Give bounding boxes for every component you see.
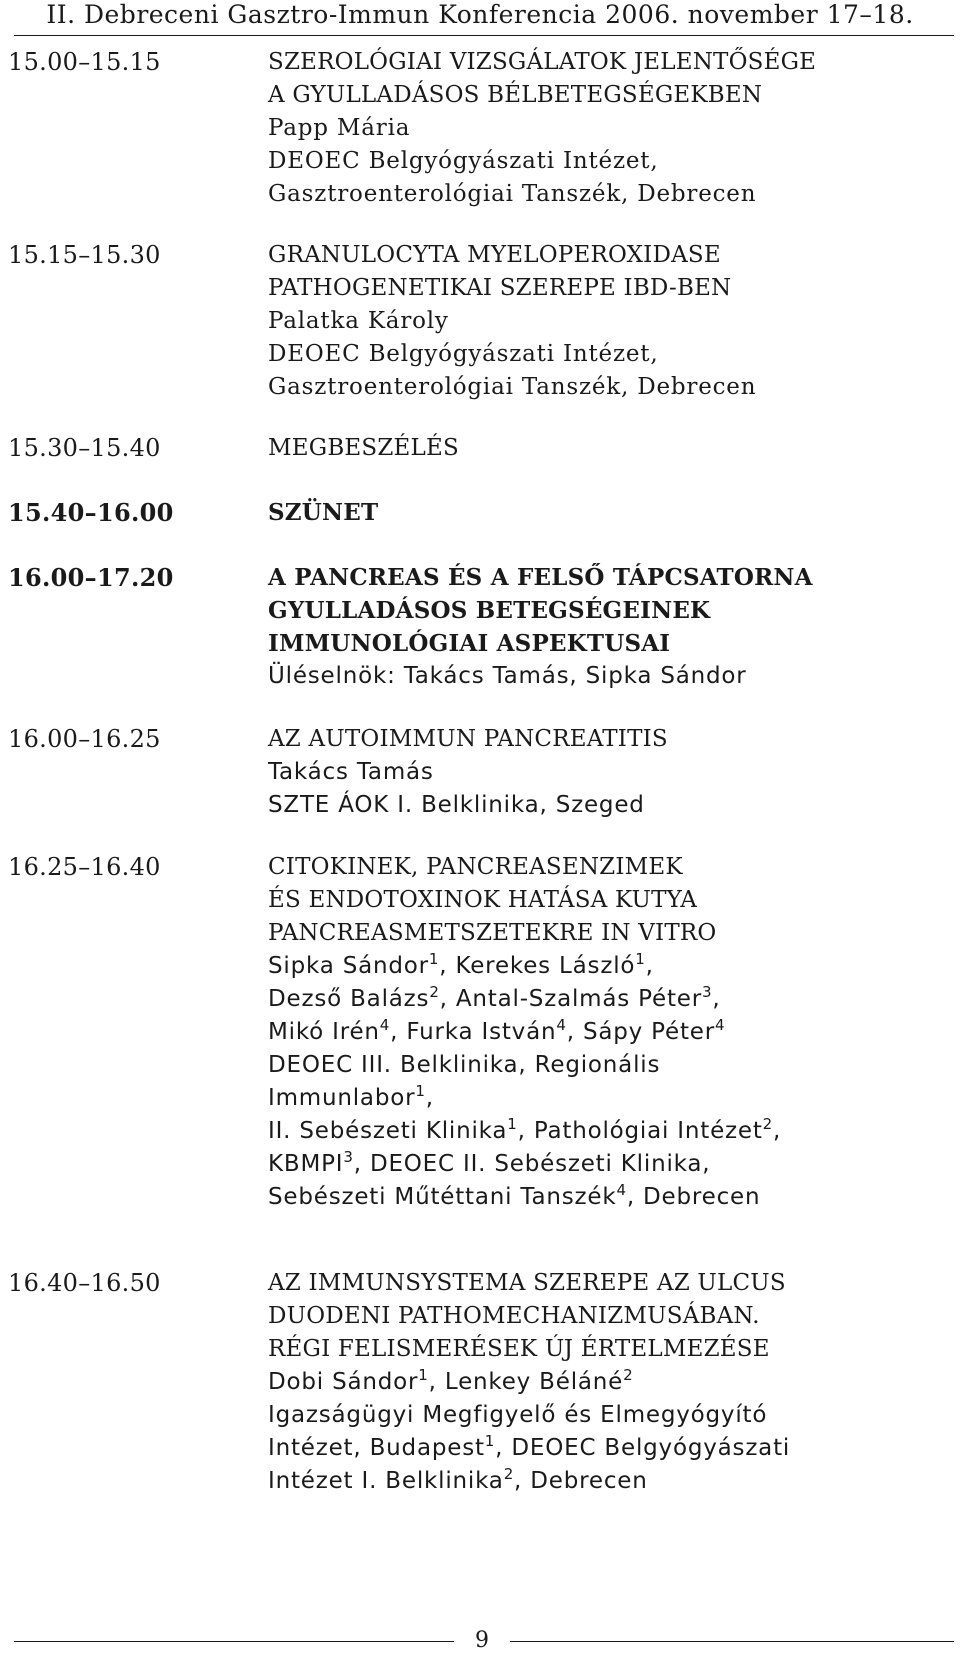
talk-title: AZ AUTOIMMUN PANCREATITIS <box>268 726 668 752</box>
header-title: II. Debreceni Gasztro-Immun Konferencia 2006. november 17–18. <box>46 0 914 29</box>
author-name: Lenkey Béláné <box>444 1369 624 1395</box>
separator: , <box>353 1151 370 1177</box>
footer-rule-right <box>510 1641 954 1642</box>
affiliation-name: DEOEC III. Belklinika, Regionális <box>268 1052 661 1078</box>
affiliation-name: Pathológiai Intézet <box>533 1118 763 1144</box>
affiliation-name: Sebészeti Műtéttani Tanszék <box>268 1184 617 1210</box>
footnote-mark: 2 <box>429 983 440 1001</box>
separator: , <box>428 1369 445 1395</box>
author-name: Antal-Szalmás Péter <box>455 986 702 1012</box>
footer-rule-left <box>14 1641 454 1642</box>
affiliation-line <box>268 1049 958 1082</box>
affiliation-name: Debrecen <box>530 1468 648 1494</box>
footnote-mark: 4 <box>714 1016 726 1034</box>
affiliation-name: KBMPI <box>268 1151 344 1177</box>
separator: , <box>439 953 456 979</box>
entry-body <box>268 1267 958 1498</box>
author-name: Dobi Sándor <box>268 1369 419 1395</box>
affiliation-name: DEOEC II. Sebészeti Klinika, <box>369 1151 711 1177</box>
author-name: Kerekes László <box>455 953 636 979</box>
affiliation-name: Immunlabor <box>268 1085 416 1111</box>
talk-title: DUODENI PATHOMECHANIZMUSÁBAN. <box>268 1303 760 1329</box>
footnote-mark: 3 <box>701 983 713 1001</box>
entry-time: 16.00–16.25 <box>8 725 161 753</box>
affiliation-name: Intézet, Budapest <box>268 1435 485 1461</box>
session-title: GYULLADÁSOS BETEGSÉGEINEK <box>268 597 711 624</box>
separator: , <box>495 1435 512 1461</box>
entry-time: 16.00–17.20 <box>8 563 174 592</box>
speaker-name: Papp Mária <box>268 115 411 141</box>
separator: , <box>773 1118 782 1144</box>
separator: , <box>645 953 654 979</box>
author-name: Mikó Irén <box>268 1019 380 1045</box>
session-title: IMMUNOLÓGIAI ASPEKTUSAI <box>268 630 671 657</box>
affiliation-name: II. Sebészeti Klinika <box>268 1118 508 1144</box>
affiliation-line <box>268 1115 958 1148</box>
header-rule <box>14 35 954 36</box>
separator: , <box>712 986 721 1012</box>
footnote-mark: 1 <box>418 1366 429 1384</box>
talk-title: A GYULLADÁSOS BÉLBETEGSÉGEKBEN <box>268 82 763 108</box>
entry-body <box>268 239 958 404</box>
affiliation: DEOEC Belgyógyászati Intézet, <box>268 341 659 367</box>
entry-time: 15.00–15.15 <box>8 48 161 76</box>
footnote-mark: 4 <box>556 1016 567 1034</box>
separator: , <box>517 1118 534 1144</box>
affiliation: Gasztroenterológiai Tanszék, Debrecen <box>268 181 757 207</box>
break-title: SZÜNET <box>268 499 379 526</box>
footnote-mark: 3 <box>343 1148 354 1166</box>
footnote-mark: 2 <box>503 1465 515 1483</box>
author-line <box>268 1366 958 1399</box>
separator: , <box>566 1019 583 1045</box>
entry-time: 15.40–16.00 <box>8 498 174 527</box>
entry-body <box>268 496 958 529</box>
session-chairs: Üléselnök: Takács Tamás, Sipka Sándor <box>268 663 747 689</box>
talk-title: MEGBESZÉLÉS <box>268 435 459 461</box>
entry-body <box>268 46 958 211</box>
affiliation-line <box>268 1181 958 1214</box>
affiliation-name: DEOEC Belgyógyászati <box>511 1435 791 1461</box>
talk-title: RÉGI FELISMERÉSEK ÚJ ÉRTELMEZÉSE <box>268 1336 770 1362</box>
affiliation-name: Igazságügyi Megfigyelő és Elmegyógyító <box>268 1402 768 1428</box>
running-header <box>0 0 960 34</box>
affiliation-line <box>268 1465 958 1498</box>
affiliation-line <box>268 1082 958 1115</box>
entry-body <box>268 851 958 1214</box>
entry-time: 15.30–15.40 <box>8 434 161 462</box>
author-line <box>268 1016 958 1049</box>
author-line <box>268 983 958 1016</box>
talk-title: CITOKINEK, PANCREASENZIMEK <box>268 854 683 880</box>
affiliation: SZTE ÁOK I. Belklinika, Szeged <box>268 792 645 818</box>
footnote-mark: 2 <box>762 1115 774 1133</box>
author-line <box>268 950 958 983</box>
footnote-mark: 2 <box>623 1366 634 1384</box>
author-name: Sipka Sándor <box>268 953 429 979</box>
affiliation-name: Intézet I. Belklinika <box>268 1468 504 1494</box>
entry-body <box>268 723 958 822</box>
entry-body <box>268 432 958 465</box>
affiliation-line <box>268 1432 958 1465</box>
entry-time: 15.15–15.30 <box>8 241 161 269</box>
page-number: 9 <box>475 1628 489 1653</box>
speaker-name: Palatka Károly <box>268 308 449 334</box>
entry-time: 16.40–16.50 <box>8 1269 161 1297</box>
separator: , <box>425 1085 434 1111</box>
entry-body <box>268 561 958 693</box>
entry-time: 16.25–16.40 <box>8 853 161 881</box>
footnote-mark: 1 <box>484 1432 496 1450</box>
talk-title: PATHOGENETIKAI SZEREPE IBD-BEN <box>268 275 732 301</box>
footnote-mark: 1 <box>635 950 646 968</box>
author-name: Furka István <box>406 1019 557 1045</box>
talk-title: SZEROLÓGIAI VIZSGÁLATOK JELENTŐSÉGE <box>268 49 817 75</box>
separator: , <box>514 1468 531 1494</box>
talk-title: ÉS ENDOTOXINOK HATÁSA KUTYA <box>268 887 698 913</box>
separator: , <box>626 1184 644 1210</box>
footnote-mark: 4 <box>379 1016 391 1034</box>
author-name: Sápy Péter <box>582 1019 715 1045</box>
footnote-mark: 1 <box>507 1115 518 1133</box>
affiliation: Gasztroenterológiai Tanszék, Debrecen <box>268 374 757 400</box>
separator: , <box>439 986 456 1012</box>
talk-title: PANCREASMETSZETEKRE IN VITRO <box>268 920 717 946</box>
affiliation-line <box>268 1148 958 1181</box>
footnote-mark: 4 <box>616 1181 627 1199</box>
affiliation: DEOEC Belgyógyászati Intézet, <box>268 148 659 174</box>
talk-title: GRANULOCYTA MYELOPEROXIDASE <box>268 242 721 268</box>
affiliation-name: Debrecen <box>643 1184 761 1210</box>
session-title: A PANCREAS ÉS A FELSŐ TÁPCSATORNA <box>268 564 813 591</box>
footnote-mark: 1 <box>415 1082 426 1100</box>
speaker-name: Takács Tamás <box>268 759 434 785</box>
affiliation-line <box>268 1399 958 1432</box>
author-name: Dezső Balázs <box>268 986 430 1012</box>
talk-title: AZ IMMUNSYSTEMA SZEREPE AZ ULCUS <box>268 1270 786 1296</box>
footnote-mark: 1 <box>428 950 440 968</box>
separator: , <box>390 1019 407 1045</box>
